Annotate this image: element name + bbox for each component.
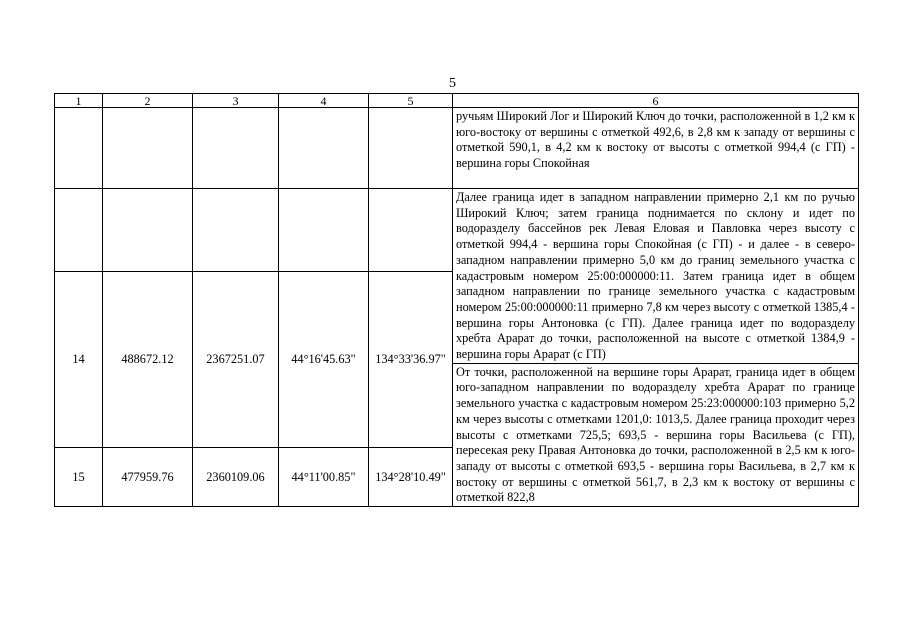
empty-cell: [193, 108, 279, 189]
table-header-row: [55, 94, 859, 108]
longitude: 134°28'10.49": [369, 448, 453, 507]
coord-y: 2360109.06: [193, 448, 279, 507]
empty-cell: [55, 189, 103, 272]
point-number: 15: [55, 448, 103, 507]
empty-cell: [369, 189, 453, 272]
table-row: [55, 189, 859, 272]
column-header: 3: [193, 94, 279, 108]
latitude: 44°16'45.63": [279, 272, 369, 448]
longitude: 134°33'36.97": [369, 272, 453, 448]
empty-cell: [103, 189, 193, 272]
coord-x: 477959.76: [103, 448, 193, 507]
column-header: 5: [369, 94, 453, 108]
column-header: 4: [279, 94, 369, 108]
empty-cell: [279, 189, 369, 272]
empty-cell: [279, 108, 369, 189]
empty-cell: [193, 189, 279, 272]
column-header: 1: [55, 94, 103, 108]
boundary-description: От точки, расположенной на вершине горы Арарат, граница идет в общем юго-западном направлении по водоразделу хребта Арарат по границе земельного участка с кадастровым номером 25:23:000000:103 примерно 5,2 км через высоты с отметками 1201,0: 1013,5. Далее граница проходит через высоты с отметками 725,5; 693,5 - вершина горы Васильева (с ГП), пересекая реку Правая Антоновка до точки, расположенной в 2,5 км к юго-западу от высоты с отметкой 693,5 - вершина горы Васильева, в 2,7 км к востоку от вершины с отметкой 561,7, в 2,3 км к востоку от вершины с отметкой 822,8: [453, 363, 859, 506]
coord-x: 488672.12: [103, 272, 193, 448]
column-header: 6: [453, 94, 859, 108]
table-row: [55, 108, 859, 189]
page-number: 5: [449, 76, 456, 91]
point-number: 14: [55, 272, 103, 448]
empty-cell: [369, 108, 453, 189]
boundary-description: ручьям Широкий Лог и Широкий Ключ до точки, расположенной в 1,2 км к юго-востоку от вершины с отметкой 492,6, в 2,8 км к западу от вершины с отметкой 590,1, в 4,2 км к востоку от высоты с отметкой 994,4 (с ГП) - вершина горы Спокойная: [453, 108, 859, 189]
boundary-description: Далее граница идет в западном направлении примерно 2,1 км по ручью Широкий Ключ; затем граница поднимается по склону и идет по водоразделу бассейнов рек Левая Еловая и Павловка через высоту с отметкой 994,4 - вершина горы Спокойная (с ГП) - и далее - в северо-западном направлении примерно 5,0 км до границ земельного участка с кадастровым номером 25:00:000000:11. Затем граница идет в общем западном направлении по границе земельного участка с кадастровым номером 25:00:000000:11 примерно 7,8 км через высоту с отметкой 1385,4 - вершина горы Антоновка (с ГП). Далее граница идет по водоразделу хребта Арарат до точки, расположенной на высоте с отметкой 1384,9 - вершина горы Арарат (с ГП): [453, 189, 859, 364]
column-header: 2: [103, 94, 193, 108]
coord-y: 2367251.07: [193, 272, 279, 448]
boundary-table: [54, 93, 859, 507]
empty-cell: [55, 108, 103, 189]
empty-cell: [103, 108, 193, 189]
latitude: 44°11'00.85": [279, 448, 369, 507]
